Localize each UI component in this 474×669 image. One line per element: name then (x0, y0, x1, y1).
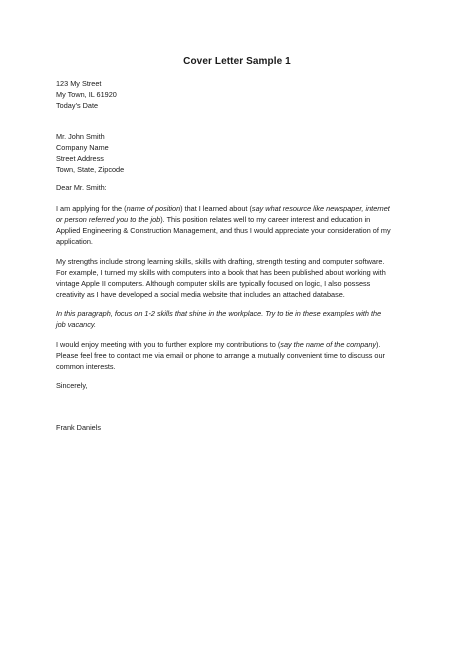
paragraph-line (56, 339, 428, 350)
recipient-address (56, 131, 421, 175)
text-run: ). (376, 340, 381, 349)
sender-street: 123 My Street (56, 79, 102, 88)
paragraph-line: job vacancy. (56, 320, 97, 329)
salutation-text: Dear Mr. Smith: (56, 183, 107, 192)
recipient-town: Town, State, Zipcode (56, 165, 125, 174)
sender-address (56, 78, 421, 111)
document-title: Cover Letter Sample 1 (183, 56, 291, 67)
paragraph-intro (56, 203, 428, 247)
recipient-street: Street Address (56, 154, 104, 163)
paragraph-instruction (56, 308, 428, 330)
text-run: I am applying for the ( (56, 204, 127, 213)
paragraph-line: Please feel free to contact me via email or phone to arrange a mutually convenient time to discuss our (56, 351, 385, 360)
paragraph-line (56, 203, 428, 214)
placeholder-text: say what resource like newspaper, internet (251, 204, 390, 213)
closing (56, 380, 421, 391)
signature-name: Frank Daniels (56, 423, 102, 432)
letter-date: Today’s Date (56, 101, 99, 110)
paragraph-closing (56, 339, 428, 372)
text-run: ). This position relates well to my career interest and education in (160, 215, 371, 224)
paragraph-line: For example, I turned my skills with computers into a book that has been published about working with (56, 268, 386, 277)
salutation (56, 182, 421, 193)
closing-text: Sincerely, (56, 381, 88, 390)
placeholder-text: say the name of the company (280, 340, 377, 349)
sender-town: My Town, IL 61920 (56, 90, 117, 99)
paragraph-line: creativity as I have developed a social media website that includes an attached database. (56, 290, 345, 299)
text-run: I would enjoy meeting with you to further explore my contributions to ( (56, 340, 281, 349)
recipient-name: Mr. John Smith (56, 132, 105, 141)
placeholder-text: name of position (126, 204, 181, 213)
paragraph-line: My strengths include strong learning skills, skills with drafting, strength testing and computer software. (56, 257, 385, 266)
placeholder-text: or person referred you to the job (56, 215, 161, 224)
paragraph-line: In this paragraph, focus on 1-2 skills that shine in the workplace. Try to tie in these examples with the (56, 309, 382, 318)
text-run: ) that I learned about ( (180, 204, 252, 213)
paragraph-line: vintage Apple II computers. Although computer skills are typically focused on logic, I also possess (56, 279, 371, 288)
recipient-company: Company Name (56, 143, 109, 152)
signature (56, 422, 421, 433)
paragraph-line: common interests. (56, 362, 116, 371)
paragraph-line: Applied Engineering & Construction Management, and thus I would appreciate your consideration of my (56, 226, 391, 235)
paragraph-line (56, 214, 428, 225)
paragraph-strengths (56, 256, 428, 300)
paragraph-line: application. (56, 237, 93, 246)
